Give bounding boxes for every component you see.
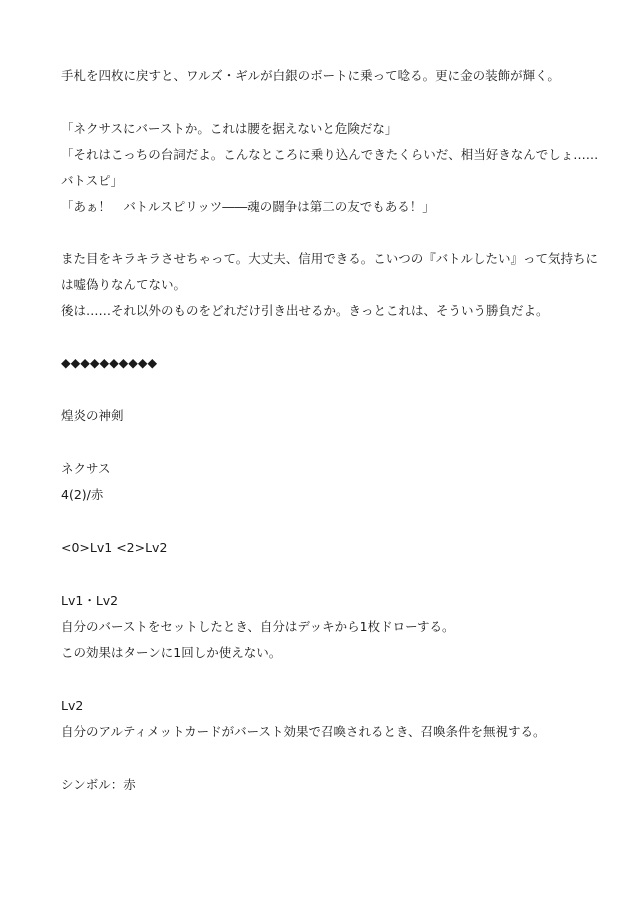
card-symbol: シンボル：赤: [61, 777, 136, 792]
section-divider: ◆◆◆◆◆◆◆◆◆◆: [61, 355, 158, 370]
card-name: 煌炎の神剣: [61, 408, 124, 423]
card-cost: 4(2)/赤: [61, 487, 104, 502]
dialogue-line-2: 「それはこっちの台詞だよ。こんなところに乗り込んできたくらいだ、相当好きなんでしょ……: [61, 147, 599, 162]
dialogue-line-1: 「ネクサスにバーストか。これは腰を据えないと危険だな」: [61, 121, 398, 136]
dialogue-line-2-cont: バトスピ」: [61, 173, 124, 188]
narration-line-2-cont: は嘘偽りなんてない。: [61, 277, 187, 292]
card-type: ネクサス: [61, 461, 111, 476]
effect-text-1: 自分のバーストをセットしたとき、自分はデッキから1枚ドローする。: [61, 619, 455, 634]
card-levels: <0>Lv1 <2>Lv2: [61, 540, 168, 555]
effect-text-1-note: この効果はターンに1回しか使えない。: [61, 645, 282, 660]
narration-line-3: 後は……それ以外のものをどれだけ引き出せるか。きっとこれは、そういう勝負だよ。: [61, 303, 549, 318]
narration-line-2: また目をキラキラさせちゃって。大丈夫、信用できる。こいつの『バトルしたい』って気持ちに: [61, 251, 599, 266]
effect-level-label-2: Lv2: [61, 698, 84, 713]
narration-line-1: 手札を四枚に戻すと、ワルズ・ギルが白銀のボートに乗って唸る。更に金の装飾が輝く。: [61, 68, 560, 83]
effect-level-label-1: Lv1・Lv2: [61, 593, 119, 608]
dialogue-line-3: 「あぁ！ バトルスピリッツ――魂の闘争は第二の友でもある！」: [61, 199, 435, 214]
effect-text-2: 自分のアルティメットカードがバースト効果で召喚されるとき、召喚条件を無視する。: [61, 724, 546, 739]
